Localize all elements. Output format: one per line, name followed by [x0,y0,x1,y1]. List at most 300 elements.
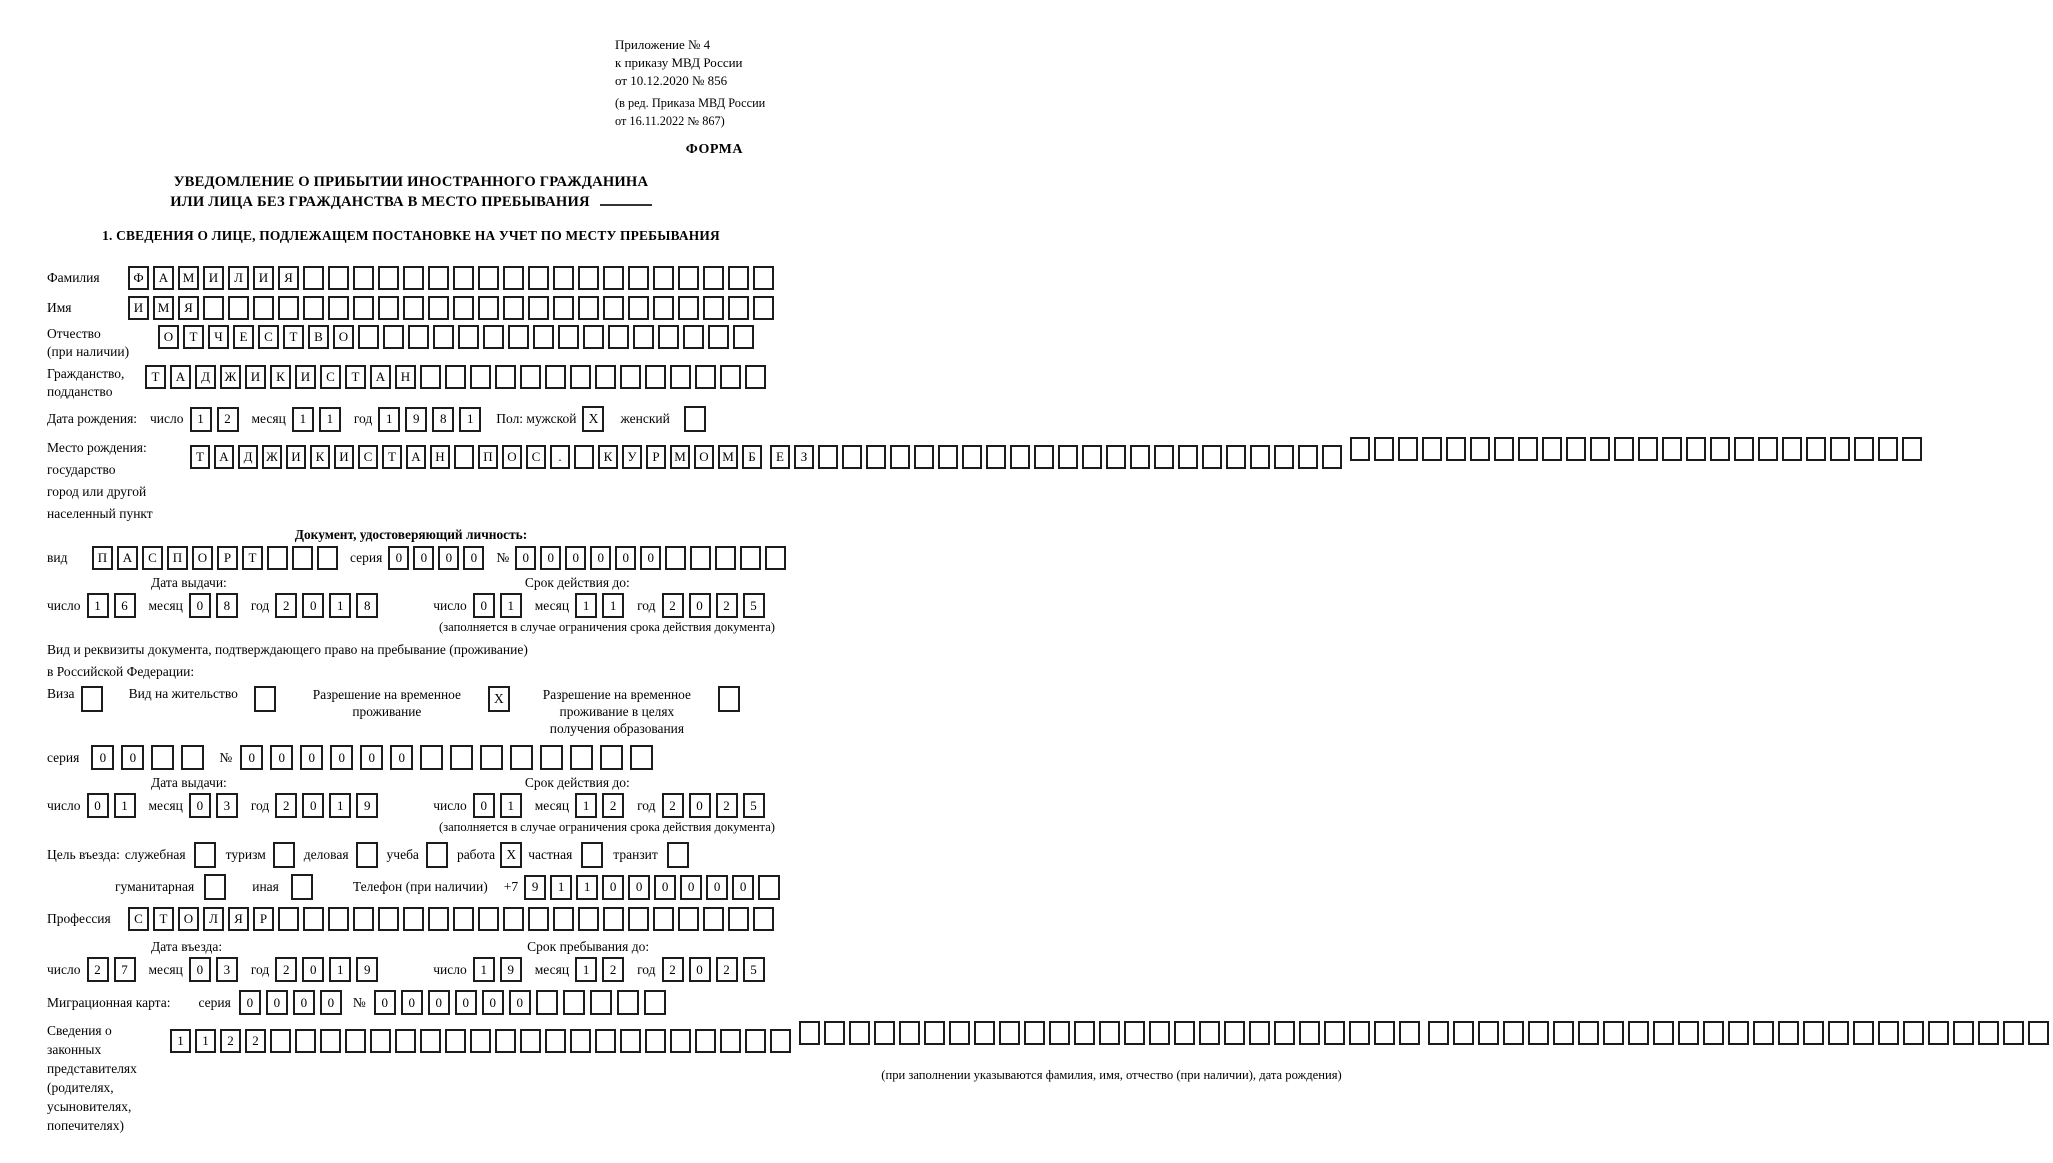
char-cell[interactable] [403,296,424,320]
char-cell[interactable] [608,325,629,349]
char-cell[interactable]: 0 [680,875,702,900]
char-cell[interactable]: З [794,445,814,469]
char-cell[interactable] [503,907,524,931]
char-cell[interactable]: 0 [590,546,611,570]
char-cell[interactable] [849,1021,870,1045]
char-cell[interactable] [328,296,349,320]
char-cell[interactable] [949,1021,970,1045]
char-cell[interactable]: 0 [300,745,323,770]
char-cell[interactable]: 0 [628,875,650,900]
char-cell[interactable] [303,296,324,320]
char-cell[interactable] [1130,445,1150,469]
char-cell[interactable] [1528,1021,1549,1045]
char-cell[interactable] [528,907,549,931]
purpose-transit-checkbox[interactable] [667,842,689,868]
char-cell[interactable] [563,990,585,1015]
char-cell[interactable] [420,745,443,770]
char-cell[interactable] [1374,437,1394,461]
char-cell[interactable]: М [153,296,174,320]
sex-male-checkbox[interactable]: X [582,406,604,432]
char-cell[interactable] [765,546,786,570]
char-cell[interactable]: М [670,445,690,469]
char-cell[interactable] [728,266,749,290]
char-cell[interactable]: 8 [432,407,454,432]
char-cell[interactable] [728,296,749,320]
char-cell[interactable] [203,296,224,320]
char-cell[interactable]: Ф [128,266,149,290]
char-cell[interactable] [645,1029,666,1053]
char-cell[interactable]: Н [395,365,416,389]
char-cell[interactable] [1298,445,1318,469]
char-cell[interactable] [1553,1021,1574,1045]
char-cell[interactable] [999,1021,1020,1045]
char-cell[interactable] [753,266,774,290]
char-cell[interactable] [866,445,886,469]
char-cell[interactable] [540,745,563,770]
char-cell[interactable] [1124,1021,1145,1045]
char-cell[interactable] [938,445,958,469]
char-cell[interactable]: 5 [743,593,765,618]
char-cell[interactable] [1350,437,1370,461]
residence-permit-checkbox[interactable] [254,686,276,712]
char-cell[interactable] [345,1029,366,1053]
char-cell[interactable]: Р [217,546,238,570]
char-cell[interactable] [445,1029,466,1053]
temp-residence-checkbox[interactable]: X [488,686,510,712]
id-issue-year-cells[interactable] [275,593,383,618]
char-cell[interactable]: 9 [524,875,546,900]
char-cell[interactable] [510,745,533,770]
char-cell[interactable]: 0 [438,546,459,570]
char-cell[interactable] [1728,1021,1749,1045]
char-cell[interactable]: 1 [602,593,624,618]
sex-female-checkbox[interactable] [684,406,706,432]
char-cell[interactable]: 2 [716,593,738,618]
char-cell[interactable]: 9 [356,793,378,818]
char-cell[interactable]: Я [228,907,249,931]
char-cell[interactable]: 1 [575,593,597,618]
char-cell[interactable]: 1 [550,875,572,900]
char-cell[interactable] [1470,437,1490,461]
char-cell[interactable] [1928,1021,1949,1045]
char-cell[interactable] [1226,445,1246,469]
char-cell[interactable]: 0 [413,546,434,570]
char-cell[interactable] [1830,437,1850,461]
char-cell[interactable]: Е [770,445,790,469]
char-cell[interactable] [378,296,399,320]
char-cell[interactable]: 2 [662,793,684,818]
char-cell[interactable]: 1 [329,957,351,982]
char-cell[interactable] [1806,437,1826,461]
char-cell[interactable] [428,907,449,931]
char-cell[interactable] [653,296,674,320]
char-cell[interactable] [358,325,379,349]
char-cell[interactable]: П [167,546,188,570]
char-cell[interactable] [1778,1021,1799,1045]
char-cell[interactable]: 0 [428,990,450,1015]
stay-month-cells[interactable] [575,957,629,982]
char-cell[interactable] [695,365,716,389]
char-cell[interactable]: И [203,266,224,290]
char-cell[interactable]: Л [203,907,224,931]
char-cell[interactable] [1149,1021,1170,1045]
char-cell[interactable]: 6 [114,593,136,618]
char-cell[interactable] [1398,437,1418,461]
char-cell[interactable]: 0 [266,990,288,1015]
char-cell[interactable]: Р [253,907,274,931]
char-cell[interactable] [658,325,679,349]
birthplace-cells-row1[interactable] [190,445,766,469]
char-cell[interactable] [495,365,516,389]
char-cell[interactable] [1953,1021,1974,1045]
char-cell[interactable]: 1 [473,957,495,982]
char-cell[interactable]: 1 [575,793,597,818]
char-cell[interactable] [528,266,549,290]
entry-day-cells[interactable] [87,957,141,982]
char-cell[interactable] [753,296,774,320]
char-cell[interactable]: 2 [275,793,297,818]
char-cell[interactable] [758,875,780,900]
char-cell[interactable] [428,266,449,290]
birthplace-cells-row2[interactable] [770,445,1346,469]
char-cell[interactable] [1478,1021,1499,1045]
char-cell[interactable] [578,266,599,290]
permit-number-cells[interactable] [240,745,660,770]
char-cell[interactable]: И [334,445,354,469]
char-cell[interactable] [1422,437,1442,461]
char-cell[interactable] [690,546,711,570]
char-cell[interactable] [890,445,910,469]
char-cell[interactable]: 0 [640,546,661,570]
char-cell[interactable]: 1 [500,593,522,618]
permit-series-cells[interactable] [91,745,211,770]
char-cell[interactable] [653,266,674,290]
char-cell[interactable] [1322,445,1342,469]
char-cell[interactable]: 2 [87,957,109,982]
char-cell[interactable] [1154,445,1174,469]
char-cell[interactable] [1250,445,1270,469]
birth-year-cells[interactable] [378,407,486,432]
char-cell[interactable] [924,1021,945,1045]
char-cell[interactable]: 0 [509,990,531,1015]
char-cell[interactable]: 0 [689,793,711,818]
char-cell[interactable] [450,745,473,770]
char-cell[interactable]: 2 [602,957,624,982]
char-cell[interactable] [328,907,349,931]
id-expiry-day-cells[interactable] [473,593,527,618]
purpose-work-checkbox[interactable]: X [500,842,522,868]
char-cell[interactable] [453,296,474,320]
permit-issue-day-cells[interactable] [87,793,141,818]
char-cell[interactable] [628,296,649,320]
entry-month-cells[interactable] [189,957,243,982]
char-cell[interactable] [428,296,449,320]
char-cell[interactable]: 0 [330,745,353,770]
char-cell[interactable]: 2 [220,1029,241,1053]
char-cell[interactable]: О [192,546,213,570]
char-cell[interactable] [1566,437,1586,461]
char-cell[interactable] [303,266,324,290]
visa-checkbox[interactable] [81,686,103,712]
char-cell[interactable]: 1 [329,593,351,618]
char-cell[interactable]: 0 [654,875,676,900]
char-cell[interactable]: 1 [292,407,314,432]
char-cell[interactable] [1878,437,1898,461]
char-cell[interactable]: 0 [706,875,728,900]
id-expiry-year-cells[interactable] [662,593,770,618]
char-cell[interactable] [1758,437,1778,461]
char-cell[interactable] [478,907,499,931]
char-cell[interactable] [295,1029,316,1053]
char-cell[interactable] [733,325,754,349]
char-cell[interactable]: 0 [615,546,636,570]
char-cell[interactable] [395,1029,416,1053]
char-cell[interactable]: С [128,907,149,931]
char-cell[interactable] [665,546,686,570]
char-cell[interactable] [445,365,466,389]
char-cell[interactable] [570,1029,591,1053]
char-cell[interactable] [253,296,274,320]
char-cell[interactable] [495,1029,516,1053]
permit-expiry-year-cells[interactable] [662,793,770,818]
char-cell[interactable]: Ж [262,445,282,469]
char-cell[interactable]: 3 [216,793,238,818]
char-cell[interactable]: 0 [121,745,144,770]
char-cell[interactable] [1703,1021,1724,1045]
char-cell[interactable]: 2 [275,593,297,618]
citizenship-cells[interactable] [145,365,770,389]
char-cell[interactable] [1878,1021,1899,1045]
char-cell[interactable]: 0 [540,546,561,570]
char-cell[interactable]: 0 [482,990,504,1015]
char-cell[interactable] [617,990,639,1015]
birth-day-cells[interactable] [190,407,244,432]
char-cell[interactable] [645,365,666,389]
char-cell[interactable] [1324,1021,1345,1045]
char-cell[interactable] [753,907,774,931]
temp-residence-edu-checkbox[interactable] [718,686,740,712]
char-cell[interactable] [270,1029,291,1053]
char-cell[interactable] [328,266,349,290]
char-cell[interactable] [1249,1021,1270,1045]
char-cell[interactable] [1453,1021,1474,1045]
char-cell[interactable] [1178,445,1198,469]
char-cell[interactable] [914,445,934,469]
char-cell[interactable]: 9 [356,957,378,982]
char-cell[interactable] [292,546,313,570]
char-cell[interactable] [1782,437,1802,461]
char-cell[interactable] [578,296,599,320]
char-cell[interactable] [986,445,1006,469]
char-cell[interactable] [545,1029,566,1053]
char-cell[interactable] [1803,1021,1824,1045]
char-cell[interactable]: С [526,445,546,469]
char-cell[interactable] [1628,1021,1649,1045]
char-cell[interactable] [1349,1021,1370,1045]
char-cell[interactable]: О [178,907,199,931]
char-cell[interactable]: Т [283,325,304,349]
char-cell[interactable]: 0 [240,745,263,770]
char-cell[interactable] [1106,445,1126,469]
char-cell[interactable] [453,266,474,290]
char-cell[interactable] [703,296,724,320]
id-issue-month-cells[interactable] [189,593,243,618]
char-cell[interactable] [770,1029,791,1053]
char-cell[interactable]: 0 [473,793,495,818]
char-cell[interactable]: 0 [293,990,315,1015]
char-cell[interactable] [508,325,529,349]
char-cell[interactable] [480,745,503,770]
char-cell[interactable] [1734,437,1754,461]
char-cell[interactable] [670,365,691,389]
char-cell[interactable]: Я [278,266,299,290]
char-cell[interactable] [228,296,249,320]
char-cell[interactable] [1590,437,1610,461]
char-cell[interactable]: О [694,445,714,469]
char-cell[interactable]: А [117,546,138,570]
char-cell[interactable] [653,907,674,931]
char-cell[interactable]: 0 [390,745,413,770]
char-cell[interactable] [303,907,324,931]
char-cell[interactable] [1503,1021,1524,1045]
char-cell[interactable]: О [158,325,179,349]
char-cell[interactable]: Д [195,365,216,389]
char-cell[interactable] [1034,445,1054,469]
profession-cells[interactable] [128,907,778,931]
char-cell[interactable]: Ж [220,365,241,389]
char-cell[interactable]: Т [242,546,263,570]
char-cell[interactable] [1199,1021,1220,1045]
char-cell[interactable]: Л [228,266,249,290]
char-cell[interactable] [578,907,599,931]
char-cell[interactable] [745,365,766,389]
char-cell[interactable] [1753,1021,1774,1045]
char-cell[interactable] [553,266,574,290]
char-cell[interactable]: 0 [270,745,293,770]
char-cell[interactable] [520,1029,541,1053]
char-cell[interactable] [628,266,649,290]
char-cell[interactable] [570,365,591,389]
char-cell[interactable]: Б [742,445,762,469]
char-cell[interactable]: 1 [576,875,598,900]
char-cell[interactable]: 2 [662,593,684,618]
char-cell[interactable] [703,907,724,931]
char-cell[interactable] [818,445,838,469]
char-cell[interactable] [470,365,491,389]
char-cell[interactable] [536,990,558,1015]
migration-number-cells[interactable] [374,990,671,1015]
char-cell[interactable] [1614,437,1634,461]
char-cell[interactable]: 2 [716,957,738,982]
char-cell[interactable] [267,546,288,570]
birth-month-cells[interactable] [292,407,346,432]
char-cell[interactable]: 5 [743,957,765,982]
doc-type-cells[interactable] [92,546,342,570]
char-cell[interactable]: И [295,365,316,389]
char-cell[interactable]: И [128,296,149,320]
char-cell[interactable]: 0 [388,546,409,570]
char-cell[interactable]: 2 [662,957,684,982]
char-cell[interactable] [1853,1021,1874,1045]
char-cell[interactable] [317,546,338,570]
char-cell[interactable] [1710,437,1730,461]
char-cell[interactable] [603,266,624,290]
purpose-private-checkbox[interactable] [581,842,603,868]
char-cell[interactable] [478,266,499,290]
migration-series-cells[interactable] [239,990,347,1015]
char-cell[interactable]: Е [233,325,254,349]
char-cell[interactable] [962,445,982,469]
char-cell[interactable] [678,296,699,320]
char-cell[interactable]: К [598,445,618,469]
char-cell[interactable]: 0 [239,990,261,1015]
char-cell[interactable]: 0 [302,957,324,982]
char-cell[interactable] [1494,437,1514,461]
char-cell[interactable]: 0 [689,957,711,982]
char-cell[interactable] [383,325,404,349]
char-cell[interactable] [1374,1021,1395,1045]
char-cell[interactable] [720,1029,741,1053]
char-cell[interactable] [458,325,479,349]
char-cell[interactable]: 0 [91,745,114,770]
char-cell[interactable]: 9 [500,957,522,982]
char-cell[interactable] [545,365,566,389]
char-cell[interactable] [628,907,649,931]
char-cell[interactable] [1978,1021,1999,1045]
char-cell[interactable]: Т [153,907,174,931]
char-cell[interactable] [1174,1021,1195,1045]
char-cell[interactable]: О [333,325,354,349]
char-cell[interactable] [1428,1021,1449,1045]
char-cell[interactable] [1686,437,1706,461]
char-cell[interactable] [408,325,429,349]
char-cell[interactable]: 0 [732,875,754,900]
char-cell[interactable] [740,546,761,570]
char-cell[interactable] [1399,1021,1420,1045]
char-cell[interactable]: 0 [401,990,423,1015]
char-cell[interactable] [1578,1021,1599,1045]
char-cell[interactable] [151,745,174,770]
char-cell[interactable] [1049,1021,1070,1045]
char-cell[interactable]: 1 [87,593,109,618]
char-cell[interactable] [2003,1021,2024,1045]
purpose-other-checkbox[interactable] [291,874,313,900]
char-cell[interactable]: Н [430,445,450,469]
char-cell[interactable] [1274,1021,1295,1045]
char-cell[interactable] [320,1029,341,1053]
char-cell[interactable]: О [502,445,522,469]
char-cell[interactable]: Я [178,296,199,320]
char-cell[interactable] [824,1021,845,1045]
permit-issue-month-cells[interactable] [189,793,243,818]
purpose-study-checkbox[interactable] [426,842,448,868]
char-cell[interactable]: Т [382,445,402,469]
char-cell[interactable]: 3 [216,957,238,982]
char-cell[interactable] [595,1029,616,1053]
char-cell[interactable]: 0 [515,546,536,570]
char-cell[interactable]: 1 [575,957,597,982]
purpose-tourism-checkbox[interactable] [273,842,295,868]
char-cell[interactable] [583,325,604,349]
char-cell[interactable] [874,1021,895,1045]
char-cell[interactable]: Д [238,445,258,469]
char-cell[interactable]: А [214,445,234,469]
char-cell[interactable]: Т [183,325,204,349]
char-cell[interactable] [1099,1021,1120,1045]
char-cell[interactable] [378,907,399,931]
char-cell[interactable]: 2 [217,407,239,432]
char-cell[interactable]: 0 [565,546,586,570]
